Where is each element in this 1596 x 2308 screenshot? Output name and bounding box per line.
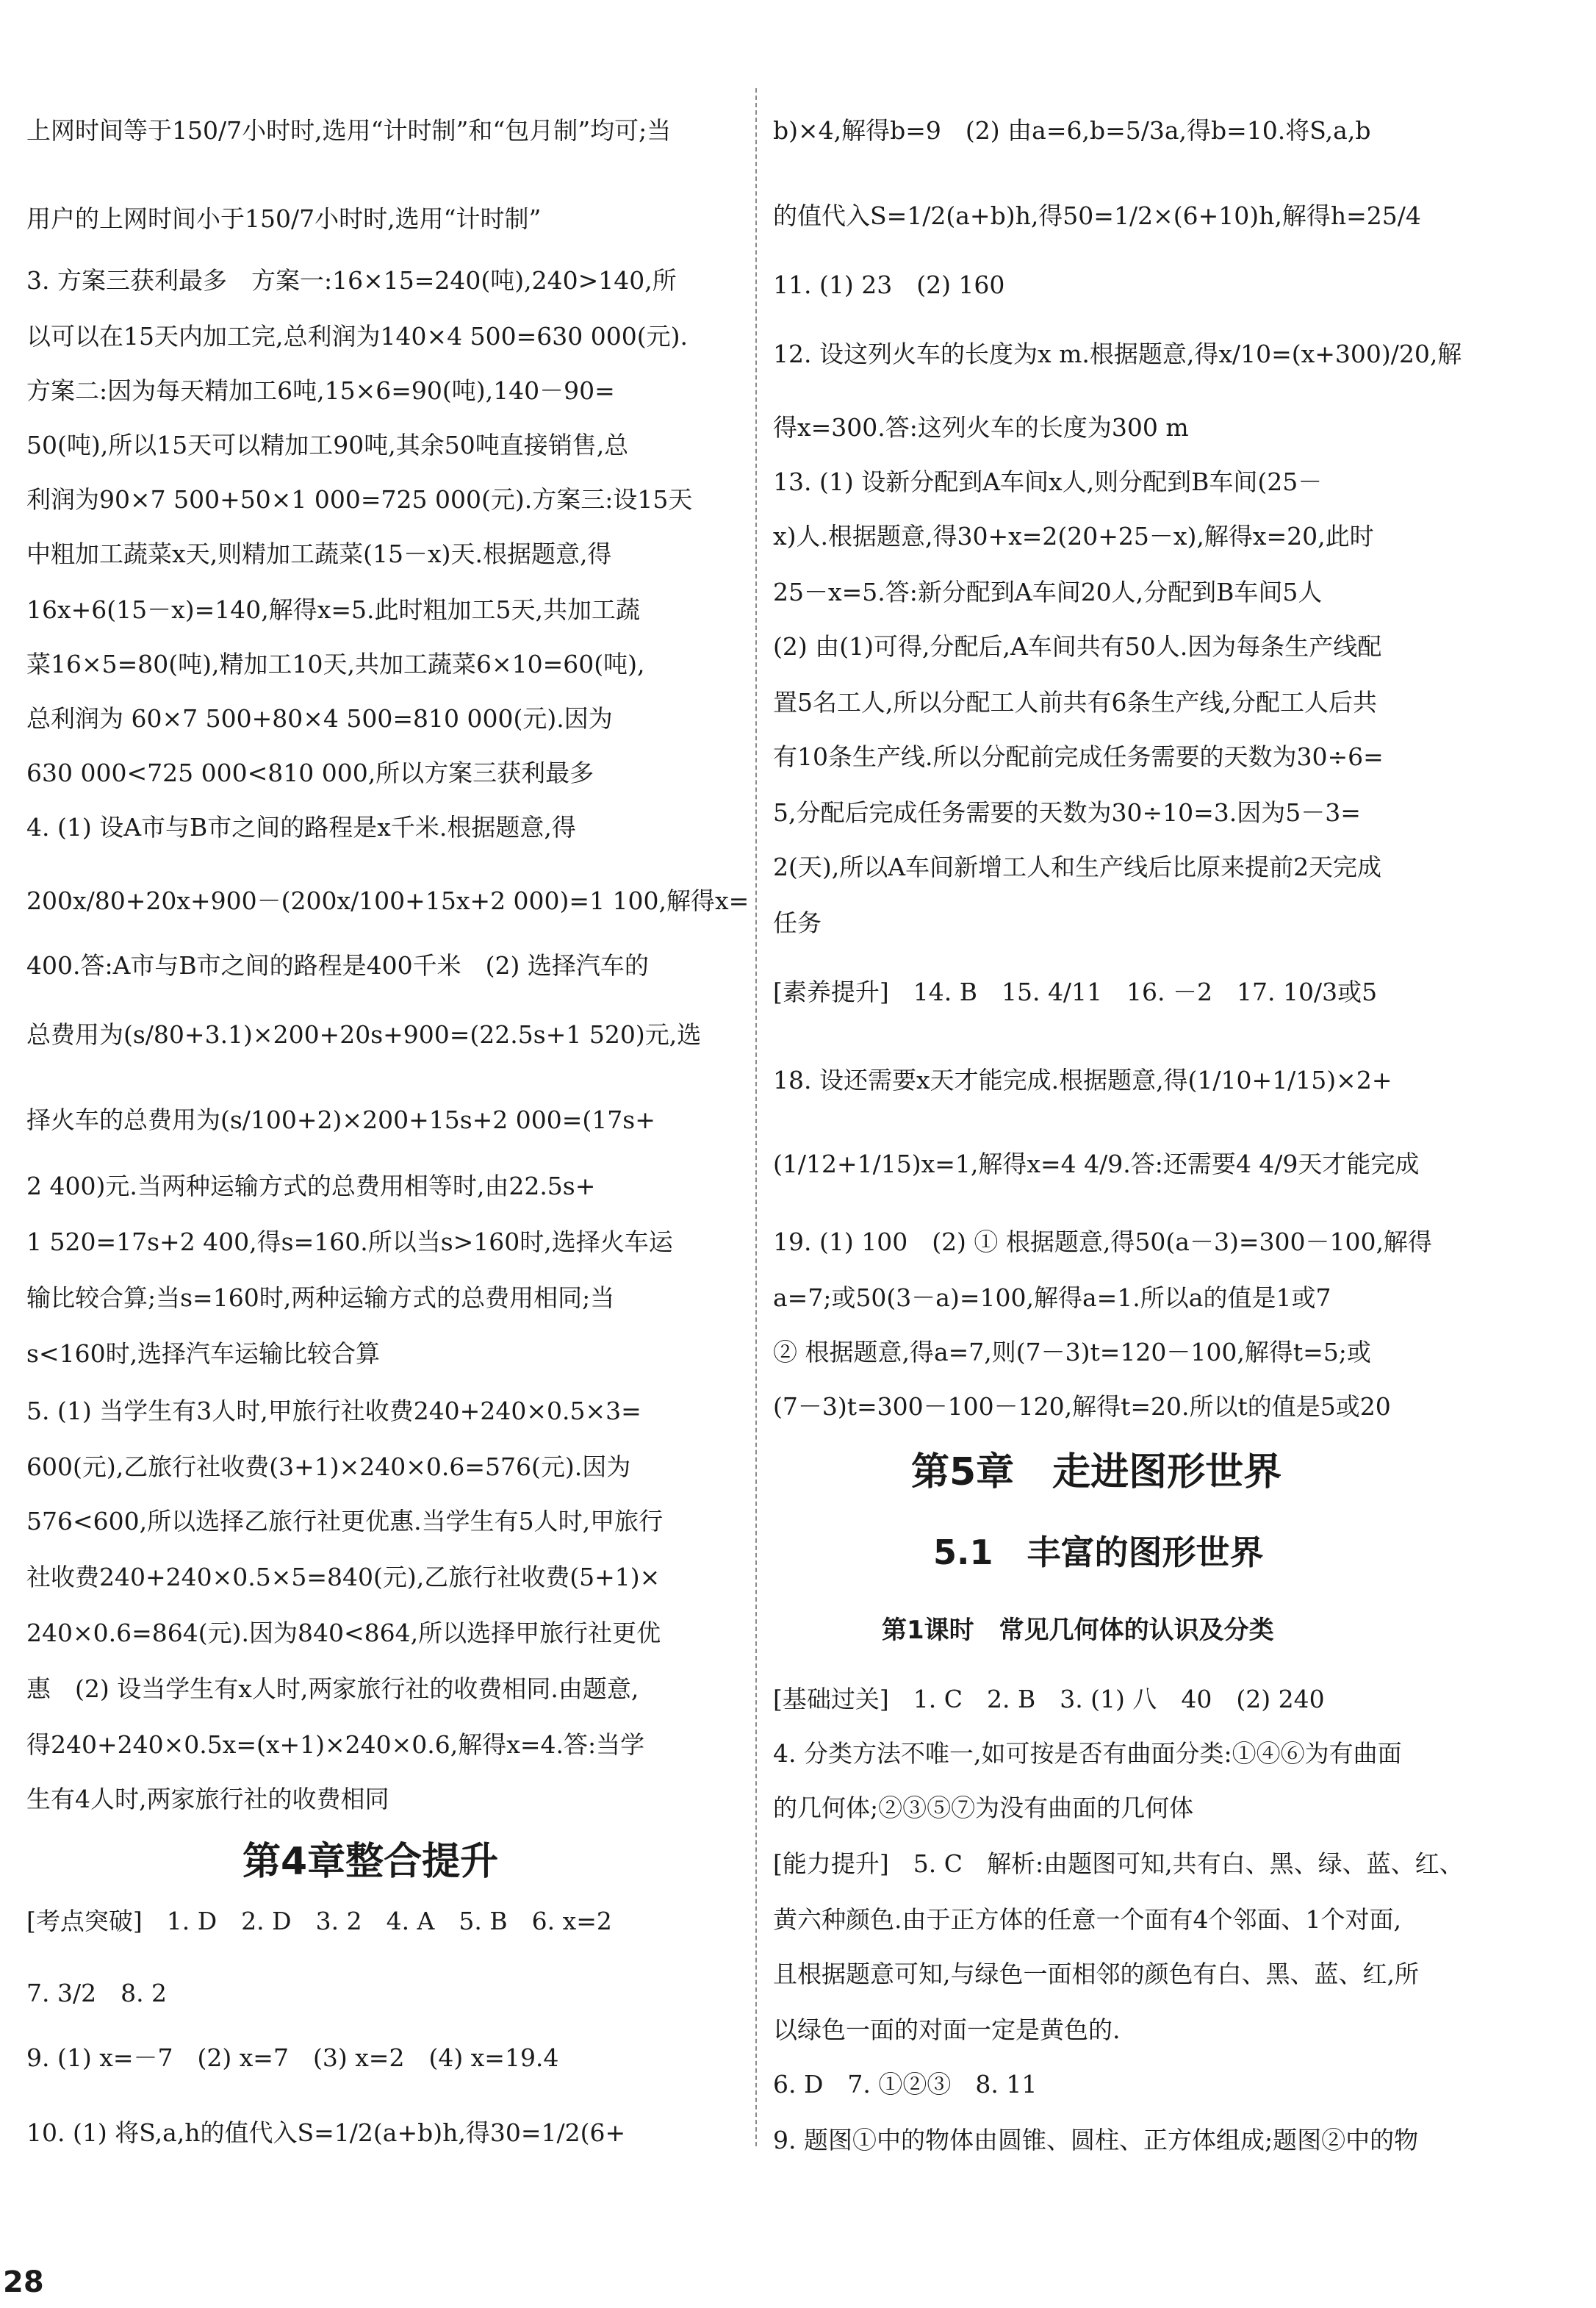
text-line: 25－x=5.答:新分配到A车间20人,分配到B车间5人 xyxy=(773,578,1323,606)
text-line: x)人.根据题意,得30+x=2(20+25－x),解得x=20,此时 xyxy=(773,522,1374,551)
text-line: 4. 分类方法不唯一,如可按是否有曲面分类:①④⑥为有曲面 xyxy=(773,1739,1402,1768)
text-line: 1 520=17s+2 400,得s=160.所以当s>160时,选择火车运 xyxy=(26,1228,673,1256)
text-line: 得240+240×0.5x=(x+1)×240×0.6,解得x=4.答:当学 xyxy=(26,1730,645,1759)
text-line: (1/12+1/15)x=1,解得x=4 4/9.答:还需要4 4/9天才能完成 xyxy=(773,1150,1420,1178)
text-line: 5. (1) 当学生有3人时,甲旅行社收费240+240×0.5×3= xyxy=(26,1397,641,1425)
text-line: 630 000<725 000<810 000,所以方案三获利最多 xyxy=(26,759,594,787)
text-line: 4. (1) 设A市与B市之间的路程是x千米.根据题意,得 xyxy=(26,813,576,842)
text-line: 5,分配后完成任务需要的天数为30÷10=3.因为5－3= xyxy=(773,798,1361,827)
text-line: 13. (1) 设新分配到A车间x人,则分配到B车间(25－ xyxy=(773,467,1323,496)
text-line: 12. 设这列火车的长度为x m.根据题意,得x/10=(x+300)/20,解 xyxy=(773,340,1462,368)
text-line: 9. 题图①中的物体由圆锥、圆柱、正方体组成;题图②中的物 xyxy=(773,2126,1419,2154)
text-line: 19. (1) 100 (2) ① 根据题意,得50(a－3)=300－100,解得 xyxy=(773,1228,1432,1256)
text-line: 6. D 7. ①②③ 8. 11 xyxy=(773,2070,1038,2099)
text-line: 以绿色一面的对面一定是黄色的. xyxy=(773,2015,1121,2044)
text-line: [基础过关] 1. C 2. B 3. (1) 八 40 (2) 240 xyxy=(773,1685,1325,1713)
text-line: 用户的上网时间小于150/7小时时,选用“计时制” xyxy=(26,204,542,233)
text-line: 400.答:A市与B市之间的路程是400千米 (2) 选择汽车的 xyxy=(26,951,649,980)
text-line: 择火车的总费用为(s/100+2)×200+15s+2 000=(17s+ xyxy=(26,1105,655,1134)
text-line: 200x/80+20x+900－(200x/100+15x+2 000)=1 100,解得x= xyxy=(26,886,750,915)
text-line: 16x+6(15－x)=140,解得x=5.此时粗加工5天,共加工蔬 xyxy=(26,595,640,624)
lesson-title: 第1课时 常见几何体的认识及分类 xyxy=(882,1616,1274,1645)
text-line: 置5名工人,所以分配工人前共有6条生产线,分配工人后共 xyxy=(773,688,1377,717)
text-line: 50(吨),所以15天可以精加工90吨,其余50吨直接销售,总 xyxy=(26,431,629,459)
text-line: 且根据题意可知,与绿色一面相邻的颜色有白、黑、蓝、红,所 xyxy=(773,1960,1419,1988)
text-line: 中粗加工蔬菜x天,则精加工蔬菜(15－x)天.根据题意,得 xyxy=(26,540,612,568)
text-line: 的几何体;②③⑤⑦为没有曲面的几何体 xyxy=(773,1793,1194,1822)
text-line: 9. (1) x=－7 (2) x=7 (3) x=2 (4) x=19.4 xyxy=(26,2043,559,2072)
section-title: 5.1 丰富的图形世界 xyxy=(933,1533,1264,1572)
text-line: 生有4人时,两家旅行社的收费相同 xyxy=(26,1785,389,1813)
text-line: 10. (1) 将S,a,h的值代入S=1/2(a+b)h,得30=1/2(6+ xyxy=(26,2118,626,2147)
text-line: 576<600,所以选择乙旅行社更优惠.当学生有5人时,甲旅行 xyxy=(26,1507,664,1535)
text-line: 以可以在15天内加工完,总利润为140×4 500=630 000(元). xyxy=(26,322,688,351)
text-line: [素养提升] 14. B 15. 4/11 16. －2 17. 10/3或5 xyxy=(773,978,1378,1006)
text-line: 总利润为 60×7 500+80×4 500=810 000(元).因为 xyxy=(26,704,613,733)
text-line: s<160时,选择汽车运输比较合算 xyxy=(26,1339,381,1368)
text-line: 方案二:因为每天精加工6吨,15×6=90(吨),140－90= xyxy=(26,376,615,405)
text-line: 11. (1) 23 (2) 160 xyxy=(773,270,1005,299)
text-line: 7. 3/2 8. 2 xyxy=(26,1979,168,2007)
text-line: (2) 由(1)可得,分配后,A车间共有50人.因为每条生产线配 xyxy=(773,632,1382,661)
text-line: 600(元),乙旅行社收费(3+1)×240×0.6=576(元).因为 xyxy=(26,1452,631,1481)
page-number: 28 xyxy=(3,2265,44,2299)
chapter-5-title: 第5章 走进图形世界 xyxy=(911,1450,1282,1494)
text-line: 惠 (2) 设当学生有x人时,两家旅行社的收费相同.由题意, xyxy=(26,1674,639,1703)
text-line: 2(天),所以A车间新增工人和生产线后比原来提前2天完成 xyxy=(773,853,1382,881)
text-line: 总费用为(s/80+3.1)×200+20s+900=(22.5s+1 520)元,选 xyxy=(26,1020,702,1049)
text-line: 菜16×5=80(吨),精加工10天,共加工蔬菜6×10=60(吨), xyxy=(26,650,645,678)
text-line: a=7;或50(3－a)=100,解得a=1.所以a的值是1或7 xyxy=(773,1283,1331,1312)
text-line: [考点突破] 1. D 2. D 3. 2 4. A 5. B 6. x=2 xyxy=(26,1907,612,1935)
text-line: 黄六种颜色.由于正方体的任意一个面有4个邻面、1个对面, xyxy=(773,1905,1401,1934)
text-line: 输比较合算;当s=160时,两种运输方式的总费用相同;当 xyxy=(26,1283,615,1312)
text-line: 得x=300.答:这列火车的长度为300 m xyxy=(773,413,1189,442)
chapter-4-title: 第4章整合提升 xyxy=(242,1840,499,1884)
text-line: 的值代入S=1/2(a+b)h,得50=1/2×(6+10)h,解得h=25/4 xyxy=(773,201,1421,230)
text-line: 社收费240+240×0.5×5=840(元),乙旅行社收费(5+1)× xyxy=(26,1563,661,1591)
text-line: [能力提升] 5. C 解析:由题图可知,共有白、黑、绿、蓝、红、 xyxy=(773,1849,1464,1878)
text-line: 有10条生产线.所以分配前完成任务需要的天数为30÷6= xyxy=(773,742,1384,771)
text-line: 3. 方案三获利最多 方案一:16×15=240(吨),240>140,所 xyxy=(26,266,677,295)
text-line: (7－3)t=300－100－120,解得t=20.所以t的值是5或20 xyxy=(773,1392,1391,1421)
text-line: ② 根据题意,得a=7,则(7－3)t=120－100,解得t=5;或 xyxy=(773,1338,1371,1366)
text-line: 上网时间等于150/7小时时,选用“计时制”和“包月制”均可;当 xyxy=(26,116,672,145)
text-line: 利润为90×7 500+50×1 000=725 000(元).方案三:设15天 xyxy=(26,485,693,514)
text-line: 2 400)元.当两种运输方式的总费用相等时,由22.5s+ xyxy=(26,1172,596,1200)
text-line: 任务 xyxy=(773,908,822,937)
text-line: 240×0.6=864(元).因为840<864,所以选择甲旅行社更优 xyxy=(26,1619,661,1647)
column-divider xyxy=(755,88,757,2146)
text-line: 18. 设还需要x天才能完成.根据题意,得(1/10+1/15)×2+ xyxy=(773,1066,1392,1094)
text-line: b)×4,解得b=9 (2) 由a=6,b=5/3a,得b=10.将S,a,b xyxy=(773,116,1371,145)
